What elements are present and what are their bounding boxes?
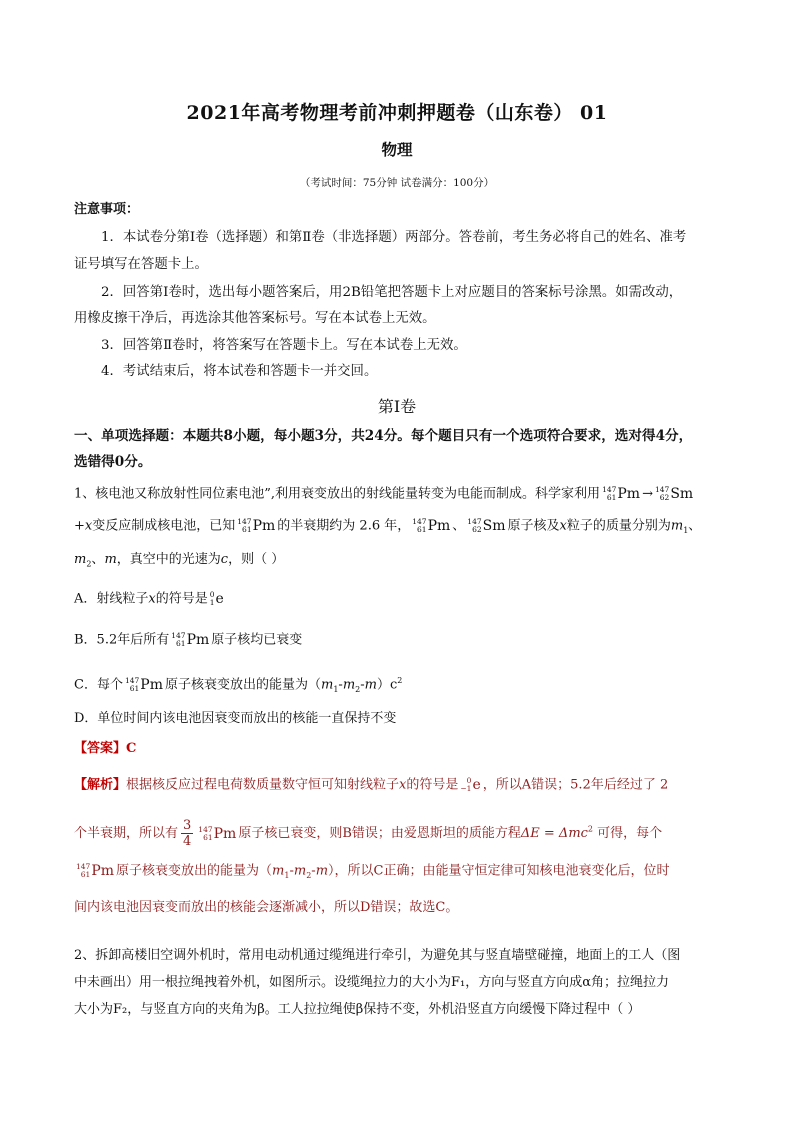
var-x: x: [399, 777, 407, 793]
nuclide-pm-147: [602, 484, 640, 504]
nuclide-sm-147: [467, 516, 505, 536]
var-m: m: [293, 863, 307, 879]
option-text: C．每个: [74, 677, 123, 693]
charge-number: 61: [242, 525, 252, 534]
mass-number: 147: [198, 824, 213, 834]
var-x: x: [559, 518, 567, 534]
nuclide-positron: [210, 589, 224, 609]
analysis-line-1: [74, 775, 668, 796]
q1-stem-text: 1、核电池又称放射性同位素电池”,利用衰变放出的射线能量转变为电能而制成。科学家利用: [74, 486, 601, 502]
mass-number: 147: [655, 485, 670, 494]
charge-number: 61: [203, 832, 213, 842]
q1-stem-text: 的半衰期约为 2.6 年，: [277, 518, 411, 534]
q1-option-d: D．单位时间内该电池因衰变而放出的核能一直保持不变: [74, 711, 397, 726]
subscript: 1: [284, 871, 290, 881]
option-text: ）c: [376, 677, 398, 693]
charge-number: 1: [209, 598, 215, 607]
separator: 、: [452, 518, 466, 534]
nuclide-pm-147: [171, 630, 209, 650]
element-symbol: Pm: [213, 825, 237, 842]
var-m: m: [315, 863, 329, 879]
note-2-line-2: 用橡皮擦干净后，再选涂其他答案标号。写在本试卷上无效。: [74, 311, 436, 326]
separator: 、: [91, 552, 105, 567]
analysis-line-4: 间内该电池因衰变而放出的核能会逐渐减小，所以D错误；故选C。: [74, 900, 459, 915]
analysis-line-3: [74, 861, 669, 886]
mass-number: 147: [602, 485, 617, 494]
q1-stem-text: 原子核及: [507, 518, 560, 534]
q1-option-c: [74, 671, 402, 700]
analysis-text: ，所以A错误；5.2年后经过了 2: [482, 777, 669, 793]
analysis-text: 的符号是: [406, 777, 459, 793]
minus-sign: -: [289, 863, 294, 879]
charge-number: 61: [606, 493, 617, 502]
charge-number: 62: [659, 493, 670, 502]
mass-number: 0: [466, 776, 472, 785]
var-m: m: [321, 677, 334, 693]
q1-stem-text: 粒子的质量分别为: [566, 518, 671, 534]
section-instruction-line-1: 一、单项选择题：本题共8小题，每小题3分，共24分。每个题目只有一个选项符合要求，选对得4分，: [74, 428, 693, 444]
charge-number: 61: [417, 525, 427, 534]
nuclide-pm-147: [198, 824, 236, 844]
subscript: 1: [683, 526, 689, 536]
answer-value: C: [126, 741, 137, 756]
q2-line-3: 大小为F₂，与竖直方向的夹角为β。工人拉拉绳使β保持不变，外机沿竖直方向缓慢下降过程中（ ）: [74, 1002, 641, 1017]
mass-number: 147: [76, 862, 91, 871]
notes-heading: 注意事项：: [74, 202, 140, 217]
note-3: 3．回答第Ⅱ卷时，将答案写在答题卡上。写在本试卷上无效。: [101, 338, 467, 353]
exam-info: （考试时间：75分钟 试卷满分：100分）: [299, 177, 495, 189]
q2-line-2: 中未画出）用一根拉绳拽着外机，如图所示。设缆绳拉力的大小为F₁，方向与竖直方向成α角；拉绳拉力: [74, 975, 670, 990]
nuclide-electron: [460, 775, 480, 795]
analysis-text: ），所以C正确；由能量守恒定律可知核电池衰变化后，位时: [328, 863, 670, 879]
q1-option-a: [74, 589, 226, 610]
charge-number: −1: [460, 784, 472, 793]
charge-number: 61: [176, 639, 186, 648]
analysis-label: 【解析】: [74, 777, 127, 793]
var-m: m: [104, 552, 117, 567]
var-x: x: [84, 518, 93, 534]
q1-stem-text: ，真空中的光速为: [116, 552, 221, 567]
nuclide-sm-147: [655, 484, 693, 504]
element-symbol: Pm: [427, 518, 451, 534]
section-title: 第Ⅰ卷: [377, 397, 417, 416]
element-symbol: Pm: [140, 676, 163, 693]
option-text: A．射线粒子: [74, 591, 149, 607]
charge-number: 62: [472, 525, 482, 534]
note-2-line-1: 2．回答第Ⅰ卷时，选出每小题答案后，用2B铅笔把答题卡上对应题目的答案标号涂黑。如需改动，: [101, 285, 683, 300]
mass-number: 147: [171, 631, 186, 640]
note-1-line-2: 证号填写在答题卡上。: [74, 257, 208, 272]
minus-sign: -: [360, 677, 365, 693]
element-symbol: e: [472, 777, 481, 793]
var-m: m: [342, 677, 356, 693]
var-m: m: [670, 518, 684, 534]
separator: 、: [688, 518, 702, 534]
mass-number: 147: [237, 517, 252, 526]
subscript: 1: [333, 684, 339, 694]
element-symbol: e: [215, 591, 224, 607]
nuclide-pm-147: [125, 675, 163, 695]
section-instruction-line-2: 选错得0分。: [74, 454, 152, 470]
nuclide-pm-147: [237, 516, 275, 536]
charge-number: 61: [80, 870, 91, 879]
var-m: m: [364, 677, 377, 693]
q1-stem-line-2: [74, 516, 701, 541]
analysis-text: 原子核已衰变，则B错误；由爱恩斯坦的质能方程: [238, 826, 521, 841]
exam-title: 2021年高考物理考前冲刺押题卷（山东卷） 01: [186, 102, 608, 124]
answer-line: [74, 739, 136, 759]
fraction-numerator: 3: [183, 818, 192, 833]
analysis-line-2: [74, 818, 662, 849]
var-m: m: [272, 863, 285, 879]
reaction-arrow: →: [642, 486, 653, 502]
note-4: 4．考试结束后，将本试卷和答题卡一并交回。: [101, 364, 378, 379]
subscript: 2: [86, 559, 92, 569]
element-symbol: Pm: [252, 518, 276, 534]
analysis-text: 原子核衰变放出的能量为（: [116, 863, 273, 879]
mass-energy-equation: ΔE = Δmc: [520, 826, 588, 841]
minus-sign: -: [338, 677, 343, 693]
q1-stem-text: ，则（ ）: [228, 552, 285, 567]
option-text: B．5.2年后所有: [74, 632, 170, 648]
q1-option-b: [74, 630, 302, 651]
q2-line-1: 2、拆卸高楼旧空调外机时，常用电动机通过缆绳进行牵引，为避免其与竖直墙壁碰撞，地面上的工人（图: [74, 948, 681, 963]
option-text: 的符号是: [155, 591, 208, 607]
note-1-line-1: 1．本试卷分第Ⅰ卷（选择题）和第Ⅱ卷（非选择题）两部分。答卷前，考生务必将自己的姓名、准考: [101, 230, 687, 245]
var-c: c: [220, 552, 229, 567]
q1-stem-line-1: [74, 484, 695, 505]
superscript: 2: [397, 676, 403, 685]
analysis-text: 个半衰期，所以有: [74, 826, 179, 841]
option-text: 原子核衰变放出的能量为（: [164, 677, 321, 693]
answer-label: 【答案】: [74, 741, 127, 756]
mass-number: 0: [209, 590, 215, 599]
subscript: 2: [355, 684, 361, 694]
option-text: 原子核均已衰变: [211, 632, 303, 648]
mass-number: 147: [412, 517, 427, 526]
fraction-denominator: 4: [183, 834, 192, 849]
minus-sign: -: [311, 863, 316, 879]
element-symbol: Pm: [91, 863, 115, 879]
element-symbol: Sm: [482, 518, 506, 534]
charge-number: 61: [129, 683, 140, 693]
element-symbol: Pm: [186, 632, 210, 648]
plus-sign: +: [74, 518, 85, 534]
element-symbol: Sm: [670, 486, 694, 502]
subscript: 2: [306, 871, 312, 881]
var-m: m: [74, 552, 87, 567]
q1-stem-line-3: [74, 550, 284, 575]
analysis-text: 根据核反应过程电荷数质量数守恒可知射线粒子: [126, 777, 400, 793]
analysis-text: 可得，每个: [597, 826, 663, 841]
mass-number: 147: [467, 517, 482, 526]
nuclide-pm-147: [76, 861, 114, 881]
subject-title: 物理: [381, 140, 413, 159]
element-symbol: Pm: [617, 486, 641, 502]
mass-number: 147: [124, 675, 140, 685]
nuclide-pm-147: [412, 516, 450, 536]
var-x: x: [148, 591, 156, 607]
fraction: [181, 818, 193, 849]
superscript: 2: [587, 824, 594, 834]
q1-stem-text: 变反应制成核电池，已知: [92, 518, 236, 534]
